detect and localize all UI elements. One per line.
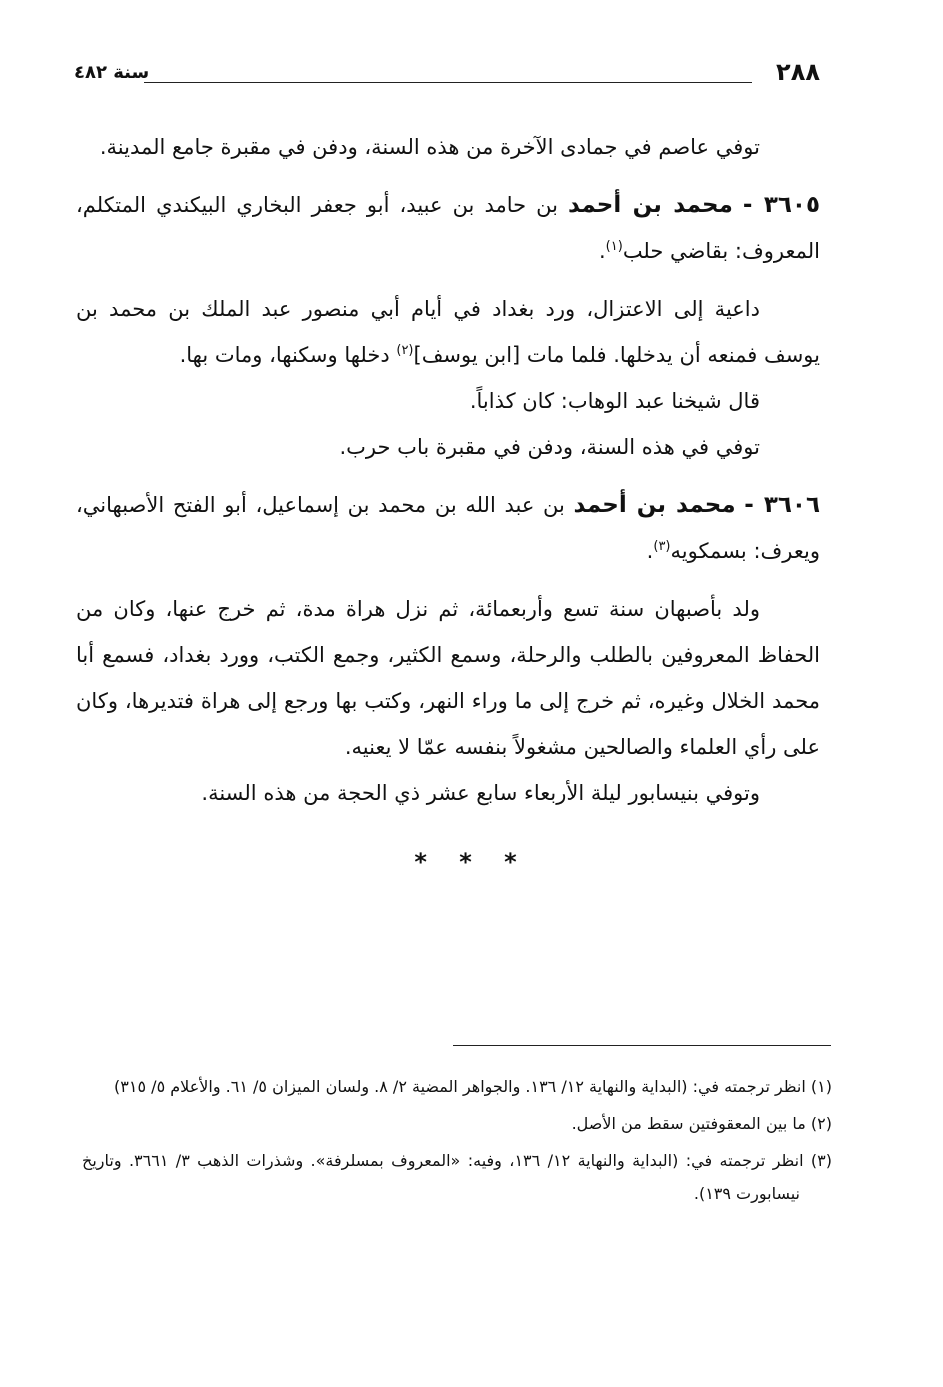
footnote-ref: (٢) [396, 343, 414, 358]
entry-text: بن حامد بن عبيد، أبو جعفر البخاري البيكندي المتكلم، المعروف: بقاضي حلب [76, 193, 820, 263]
entry-3606 [76, 482, 820, 574]
footnote-ref: (٣) [653, 539, 671, 554]
paragraph-death-asim: توفي عاصم في جمادى الآخرة من هذه السنة، ودفن في مقبرة جامع المدينة. [99, 135, 760, 159]
paragraph-text: داعية إلى الاعتزال، ورد بغداد في أيام أبي منصور عبد الملك بن محمد بن يوسف فمنعه أن يدخلها. فلما مات [ابن يوسف] [76, 297, 820, 367]
paragraph-text: دخلها وسكنها، ومات بها. [179, 343, 397, 367]
paragraph-death-nishapur: وتوفي بنيسابور ليلة الأربعاء سابع عشر ذي الحجة من هذه السنة. [201, 781, 760, 805]
entry-end: . [646, 539, 654, 563]
header-rule [144, 82, 752, 83]
footnote-rule [453, 1045, 831, 1046]
entry-3605 [76, 182, 820, 274]
page-number: ٢٨٨ [776, 58, 820, 86]
paragraph-quote: قال شيخنا عبد الوهاب: كان كذاباً. [469, 389, 760, 413]
entry-number: ٣٦٠٥ - [742, 192, 820, 218]
running-head: سنة ٤٨٢ [74, 62, 150, 83]
section-separator: * * * [414, 848, 529, 876]
page-header [74, 58, 820, 98]
footnote-3: (٣) انظر ترجمته في: (البداية والنهاية ١٢/ ١٣٦، وفيه: «المعروف بمسلرفة». وشذرات الذهب ٣/ ٣٦٦١. وتاريخ نيسابورت ١٣٩). [82, 1151, 833, 1203]
footnote-2: (٢) ما بين المعقوفتين سقط من الأصل. [571, 1114, 832, 1133]
entry-end: . [598, 239, 606, 263]
paragraph-itizal [76, 286, 820, 378]
footnote-1: (١) انظر ترجمته في: (البداية والنهاية ١٢/ ١٣٦. والجواهر المضية ٢/ ٨. ولسان الميزان ٥/ ٦١. والأعلام ٥/ ٣١٥) [114, 1077, 832, 1096]
footnotes [82, 1070, 832, 1214]
paragraph-death: توفي في هذه السنة، ودفن في مقبرة باب حرب. [339, 435, 760, 459]
paragraph-biography: ولد بأصبهان سنة تسع وأربعمائة، ثم نزل هراة مدة، ثم خرج عنها، وكان من الحفاظ المعروفين بالطلب والرحلة، وسمع الكثير، وجمع الكتب، وورد بغداد، فسمع أبا محمد الخلال وغيره، ثم خرج إلى ما وراء النهر، وكتب بها ورجع إلى هراة فتديرها، وكان على رأي العلماء والصالحين مشغولاً بنفسه عمّا لا يعنيه. [76, 597, 820, 759]
entry-name: محمد بن أحمد [573, 492, 736, 518]
main-text [76, 124, 820, 816]
entry-name: محمد بن أحمد [568, 192, 733, 218]
entry-text: بن عبد الله بن محمد بن إسماعيل، أبو الفتح الأصبهاني، ويعرف: بسمكويه [76, 493, 820, 563]
footnote-ref: (١) [605, 239, 623, 254]
entry-number: ٣٦٠٦ - [744, 492, 820, 518]
